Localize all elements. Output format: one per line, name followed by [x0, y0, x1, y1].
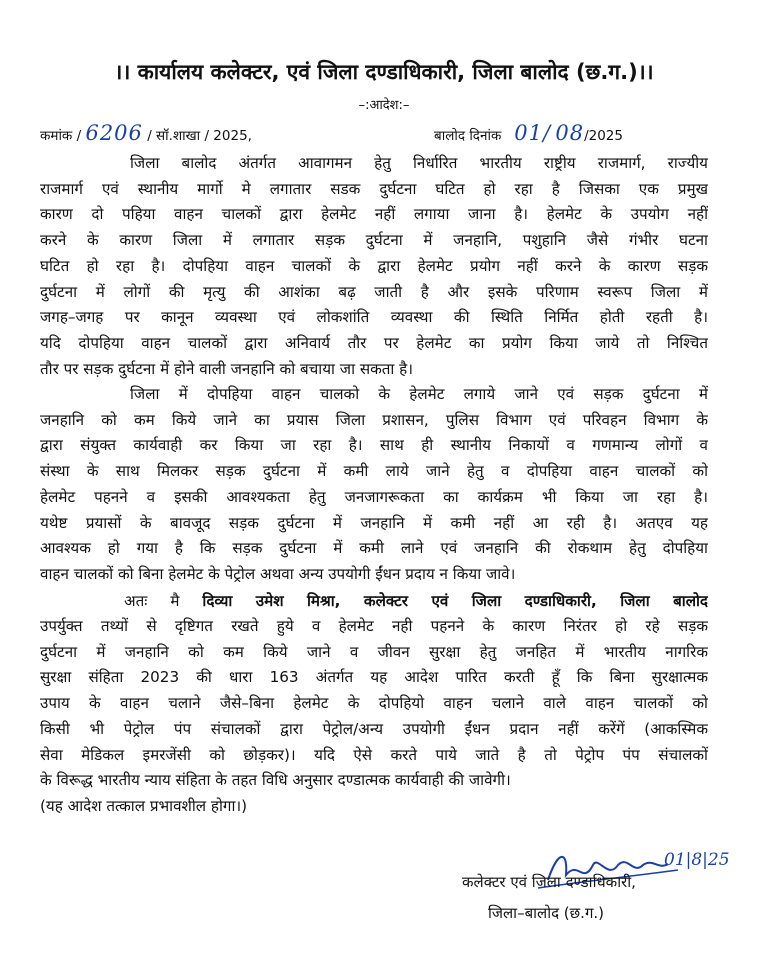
handwritten-date-month: 08 — [555, 121, 585, 145]
order-number-suffix: / सॉ.शाखा / 2025, — [147, 128, 252, 144]
body-text-line: जगह–जगह पर कानून व्यवस्था एवं लोकशांति व्यवस्था की स्थिति निर्मित होती रहती है। — [40, 308, 708, 327]
body-text-line: के विरूद्ध भारतीय न्याय संहिता के तहत विधि अनुसार दण्डात्मक कार्यवाही की जावेगी। — [40, 771, 511, 790]
body-text-line: (यह आदेश तत्काल प्रभावशील होगा।) — [40, 796, 248, 815]
signature-date: 01|8|25 — [664, 850, 730, 870]
body-text-line: वाहन चालकों को बिना हेलमेट के पेट्रोल अथवा अन्य उपयोगी ईंधन प्रदाय न किया जावे। — [40, 564, 516, 583]
signatory-title: कलेक्टर एवं जिला दण्डाधिकारी, — [462, 873, 636, 891]
body-text-line: आवश्यक हो गया है कि सड़क दुर्घटना में कमी लाने एवं जनहानि की रोकथाम हेतु दोपहिया — [40, 539, 708, 558]
body-text-line: राजमार्ग एवं स्थानीय मार्गो मे लगातार सडक दुर्घटना घटित हो रहा है जिसका एक प्रमुख — [40, 179, 708, 198]
date-prefix: बालोद दिनांक — [434, 128, 502, 144]
body-text-line: किसी भी पेट्रोल पंप संचालकों द्वारा पेट्रोल/अन्य उपयोगी ईंधन प्रदान नहीं करेंगें (आकस्मिक — [40, 719, 708, 738]
body-text-line: सुरक्षा संहिता 2023 की धारा 163 अंतर्गत यह आदेश पारित करती हूँ कि बिना सुरक्षात्मक — [40, 668, 708, 687]
body-text-line: द्वारा संयुक्त कार्यवाही कर किया जा रहा है। साथ ही स्थानीय निकायों व गणमान्य लोगों व — [40, 436, 708, 455]
date-year: /2025 — [584, 128, 623, 144]
body-text-line: करने के कारण जिला में लगातार सड़क दुर्घटना में जनहानि, पशुहानि जैसे गंभीर घटना — [40, 231, 708, 250]
collector-name: दिव्या उमेश मिश्रा, कलेक्टर एवं जिला दण्डाधिकारी, जिला बालोद — [202, 592, 708, 610]
signatory-district: जिला–बालोद (छ.ग.) — [488, 904, 605, 922]
body-text-line: घटित हो रहा है। दोपहिया वाहन चालकों के द्वारा हेलमेट प्रयोग नहीं करने के कारण सड़क — [40, 256, 708, 275]
body-text-line: यथेष्ट प्रयासों के बावजूद सड़क दुर्घटना में जनहानि में कमी नहीं आ रही है। अतएव यह — [40, 513, 708, 532]
body-text-line: जिला बालोद अंतर्गत आवागमन हेतु निर्धारित भारतीय राष्ट्रीय राजमार्ग, राज्यीय — [130, 154, 708, 172]
order-date: बालोद दिनांक 01/ 08/2025 — [434, 121, 623, 145]
body-text-line: जिला में दोपहिया वाहन चालको के हेलमेट लगाये जाने एवं सड़क दुर्घटना में — [130, 385, 708, 403]
body-text-line: कारण दो पहिया वाहन चालकों द्वारा हेलमेट नहीं लगाया जाना है। हेलमेट के उपयोग नहीं — [40, 205, 708, 224]
order-intro-prefix: अतः मै — [124, 592, 180, 610]
body-text-line: सेवा मेडिकल इमरजेंसी को छोड़कर)। यदि ऐसे करते पाये जाते है तो पेट्रोप पंप संचालकों — [40, 745, 708, 764]
body-text-line: तौर पर सड़क दुर्घटना में होने वाली जनहानि को बचाया जा सकता है। — [40, 359, 413, 378]
body-text-line: दुर्घटना में लोगों की मृत्यु की आशंका बढ़ जाती है और इसके परिणाम स्वरूप जिला में — [40, 282, 708, 301]
body-text-line: संस्था के साथ मिलकर सड़क दुर्घटना में कमी लाये जाने हेतु व दोपहिया वाहन चालकों को — [40, 462, 708, 481]
body-text-line: जनहानि को कम किये जाने का प्रयास जिला प्रशासन, पुलिस विभाग एवं परिवहन विभाग के — [40, 410, 708, 429]
handwritten-order-number: 6206 — [85, 121, 143, 145]
office-title: ।। कार्यालय कलेक्टर, एवं जिला दण्डाधिकारी, जिला बालोद (छ.ग.)।। — [114, 60, 654, 84]
body-text-line: हेलमेट पहनने व इसकी आवश्यकता हेतु जनजागरूकता का कार्यक्रम भी किया जा रहा है। — [40, 487, 708, 506]
order-intro-line — [124, 589, 708, 613]
body-text-line: दुर्घटना में जनहानि को कम किये जाने व जीवन सुरक्षा हेतु जनहित में भारतीय नागरिक — [40, 642, 708, 661]
handwritten-date-day: 01 — [514, 121, 543, 145]
body-text-line: यदि दोपहिया वाहन चालकों द्वारा अनिवार्य तौर पर हेलमेट का प्रयोग किया जाये तो निश्चित — [40, 333, 708, 352]
body-text-line: उपर्युक्त तथ्यों से दृष्टिगत रखते हुये व हेलमेट नही पहनने के कारण निरंतर हो रहे सड़क — [40, 617, 708, 635]
order-number — [40, 121, 252, 145]
body-text-line: उपाय के वाहन चलाने जैसे–बिना हेलमेट के दोपहियो वाहन चलाने वाले वाहन चालकों को — [40, 694, 708, 713]
order-number-prefix: कमांक / — [40, 128, 82, 144]
order-heading: –:आदेश:– — [358, 98, 410, 113]
